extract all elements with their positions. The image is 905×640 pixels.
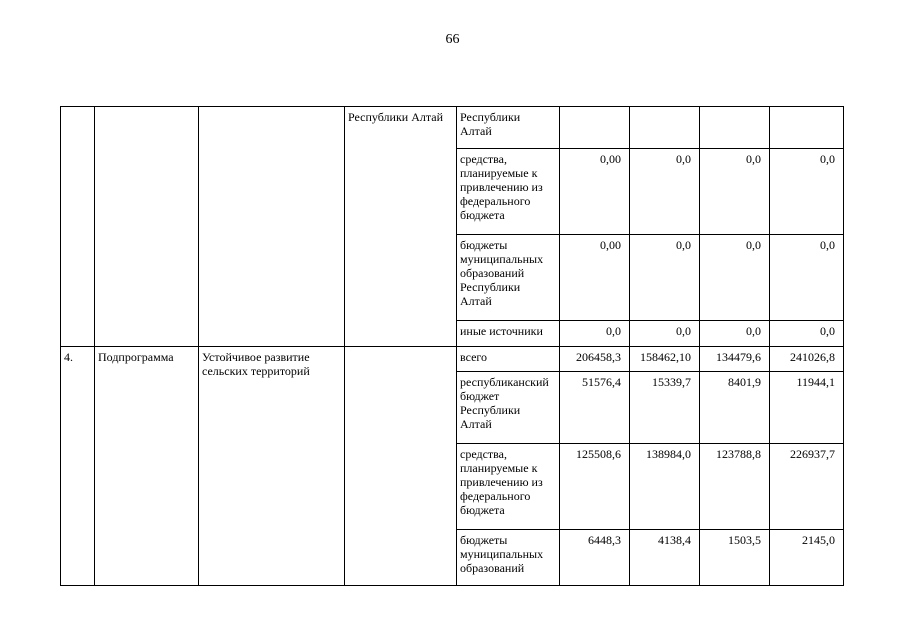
page-number: 66 [445, 32, 460, 47]
cell-value: 1503,5 [700, 530, 770, 586]
cell-value: 0,0 [700, 235, 770, 321]
cell-value: 241026,8 [770, 347, 844, 372]
cell-value: 125508,6 [560, 444, 630, 530]
cell-source [457, 321, 560, 347]
cell-value: 0,0 [560, 321, 630, 347]
source-line: планируемые к [460, 461, 538, 475]
cell-value: 11944,1 [770, 372, 844, 444]
cell-name [199, 347, 345, 586]
cell-source [457, 235, 560, 321]
source-line: бюджета [460, 208, 505, 222]
cell-value: 206458,3 [560, 347, 630, 372]
source-line: средства, [460, 152, 508, 166]
cell-source [457, 372, 560, 444]
name-line-justified: Устойчивое развитие [202, 350, 310, 364]
source-line-justified: планируемые к [460, 166, 538, 180]
cell-value: 2145,0 [770, 530, 844, 586]
cell-value: 4138,4 [630, 530, 700, 586]
name-line: сельских территорий [202, 364, 310, 378]
source-line: Республики [460, 110, 521, 124]
source-line: Алтай [460, 124, 492, 138]
cell-value: 0,0 [770, 235, 844, 321]
table-row [61, 107, 844, 149]
cell-type: Подпрограмма [95, 347, 199, 586]
cell-value: 8401,9 [700, 372, 770, 444]
source-line: Республики [460, 403, 521, 417]
cell-source [457, 530, 560, 586]
source-line: привлечению из [460, 180, 543, 194]
cell-value [770, 107, 844, 149]
budget-table [60, 106, 844, 586]
cell-value [630, 107, 700, 149]
cell-value: 0,00 [560, 149, 630, 235]
source-line: образований [460, 266, 525, 280]
cell-source [457, 107, 560, 149]
source-line: Алтай [460, 417, 492, 431]
cell-responsible: Республики Алтай [345, 107, 457, 347]
source-line: бюджет [460, 389, 500, 403]
cell-value: 0,0 [770, 149, 844, 235]
cell-responsible [345, 347, 457, 586]
cell-value: 0,0 [700, 149, 770, 235]
cell-name [199, 107, 345, 347]
source-line: бюджеты [460, 533, 508, 547]
source-line: иные источники [460, 324, 543, 338]
cell-value: 0,00 [560, 235, 630, 321]
cell-number [61, 107, 95, 347]
source-line: республиканский [460, 375, 549, 389]
cell-value: 226937,7 [770, 444, 844, 530]
cell-source [457, 444, 560, 530]
source-line: муниципальных [460, 252, 544, 266]
cell-value: 123788,8 [700, 444, 770, 530]
cell-number: 4. [61, 347, 95, 586]
source-line: федерального [460, 489, 531, 503]
cell-source [457, 149, 560, 235]
cell-value: 0,0 [630, 321, 700, 347]
source-line: средства, [460, 447, 508, 461]
cell-value: 158462,10 [630, 347, 700, 372]
cell-type [95, 107, 199, 347]
cell-source [457, 347, 560, 372]
cell-value: 6448,3 [560, 530, 630, 586]
source-line: муниципальных [460, 547, 544, 561]
cell-value [560, 107, 630, 149]
cell-value: 0,0 [630, 149, 700, 235]
source-line: бюджеты [460, 238, 508, 252]
source-line: Республики [460, 280, 521, 294]
cell-value: 134479,6 [700, 347, 770, 372]
cell-value: 51576,4 [560, 372, 630, 444]
cell-value: 0,0 [700, 321, 770, 347]
cell-value: 0,0 [630, 235, 700, 321]
cell-value [700, 107, 770, 149]
table-row [61, 347, 844, 372]
source-line: федерального [460, 194, 531, 208]
source-line: привлечению из [460, 475, 543, 489]
cell-value: 0,0 [770, 321, 844, 347]
source-line: Алтай [460, 294, 492, 308]
cell-value: 15339,7 [630, 372, 700, 444]
cell-value: 138984,0 [630, 444, 700, 530]
source-line: образований [460, 561, 525, 575]
source-line: бюджета [460, 503, 505, 517]
source-line: всего [460, 350, 488, 364]
